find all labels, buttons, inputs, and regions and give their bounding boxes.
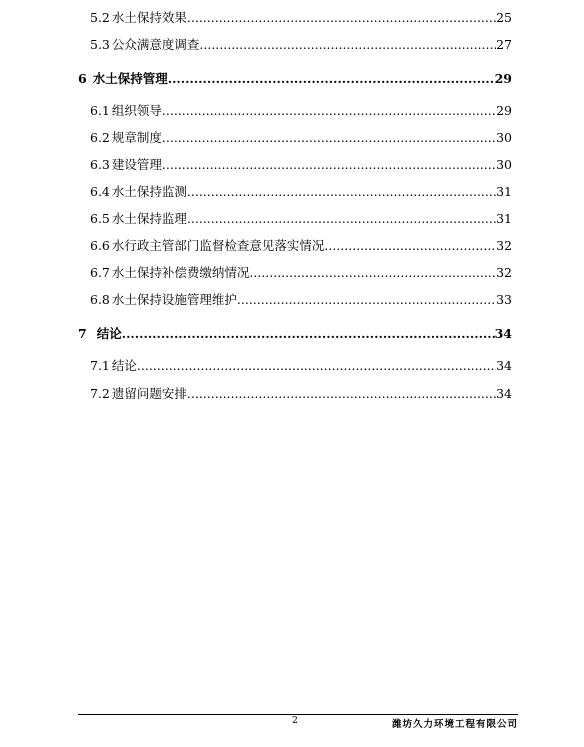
toc-entry-number: 6 [78, 71, 87, 86]
toc-dot-leader [199, 37, 496, 53]
toc-dot-leader [122, 326, 495, 342]
toc-entry[interactable] [90, 386, 512, 402]
toc-dot-leader [324, 238, 496, 254]
toc-entry-number: 5.2 [90, 10, 110, 25]
toc-entry[interactable] [90, 103, 512, 119]
toc-entry-page: 29 [494, 71, 512, 86]
toc-dot-leader [187, 386, 496, 402]
toc-entry[interactable] [90, 211, 512, 227]
toc-entry-page: 27 [496, 37, 512, 52]
toc-dot-leader [162, 130, 496, 146]
toc-dot-leader [187, 10, 496, 26]
toc-entry[interactable] [90, 358, 512, 374]
toc-entry-number: 6.2 [90, 130, 110, 145]
toc-entry[interactable] [90, 10, 512, 26]
footer-company-name: 潍坊久力环境工程有限公司 [391, 719, 518, 730]
toc-dot-leader [237, 292, 496, 308]
toc-entry[interactable] [90, 37, 512, 53]
toc-entry-page: 30 [496, 157, 512, 172]
toc-entry-number: 7.2 [90, 386, 110, 401]
toc-entry-title: 结论 [96, 326, 122, 341]
footer-divider [78, 714, 518, 715]
toc-entry-title: 水行政主管部门监督检查意见落实情况 [111, 238, 325, 253]
toc-entry-title: 建设管理 [111, 157, 162, 172]
toc-entry[interactable] [90, 184, 512, 200]
toc-entry-page: 32 [496, 265, 512, 280]
toc-entry-title: 水土保持监理 [111, 211, 187, 226]
toc-dot-leader [168, 71, 495, 87]
toc-entry-title: 遗留问题安排 [111, 386, 187, 401]
toc-entry[interactable] [90, 157, 512, 173]
toc-dot-leader [162, 103, 496, 119]
toc-entry[interactable] [90, 265, 512, 281]
toc-entry[interactable] [90, 292, 512, 308]
toc-entry-page: 33 [496, 292, 512, 307]
toc-entry-number: 6.8 [90, 292, 110, 307]
toc-dot-leader [187, 211, 496, 227]
toc-entry-number: 6.5 [90, 211, 110, 226]
toc-entry-title: 结论 [111, 358, 137, 373]
toc-dot-leader [249, 265, 496, 281]
toc-dot-leader [187, 184, 496, 200]
toc-dot-leader [162, 157, 496, 173]
toc-entry-page: 25 [496, 10, 512, 25]
toc-entry-number: 6.3 [90, 157, 110, 172]
toc-entry-number: 5.3 [90, 37, 110, 52]
toc-entry-number: 7 [78, 326, 87, 341]
toc-entry-title: 规章制度 [111, 130, 162, 145]
toc-entry-number: 6.7 [90, 265, 110, 280]
toc-entry-title: 水土保持监测 [111, 184, 187, 199]
toc-entry-number: 6.6 [90, 238, 110, 253]
toc-entry-page: 31 [496, 184, 512, 199]
toc-entry-title: 组织领导 [111, 103, 162, 118]
toc-entry-page: 34 [494, 326, 512, 341]
toc-dot-leader [137, 358, 496, 374]
toc-entry[interactable] [90, 238, 512, 254]
toc-entry-title: 水土保持管理 [92, 71, 168, 86]
toc-entry-title: 水土保持补偿费缴纳情况 [111, 265, 250, 280]
toc-entry-page: 32 [496, 238, 512, 253]
toc-entry[interactable] [90, 130, 512, 146]
toc-chapter-entry[interactable] [78, 71, 512, 87]
toc-entry-number: 7.1 [90, 358, 110, 373]
toc-entry-title: 水土保持效果 [111, 10, 187, 25]
toc-chapter-entry[interactable] [78, 326, 512, 342]
toc-entry-page: 34 [496, 358, 512, 373]
toc-entry-page: 29 [496, 103, 512, 118]
toc-entry-page: 34 [496, 386, 512, 401]
toc-entry-title: 水土保持设施管理维护 [111, 292, 237, 307]
toc-entry-number: 6.4 [90, 184, 110, 199]
toc-entry-number: 6.1 [90, 103, 110, 118]
toc-entry-title: 公众满意度调查 [111, 37, 200, 52]
toc-entry-page: 31 [496, 211, 512, 226]
toc-entry-page: 30 [496, 130, 512, 145]
footer-page-number: 2 [292, 716, 298, 726]
